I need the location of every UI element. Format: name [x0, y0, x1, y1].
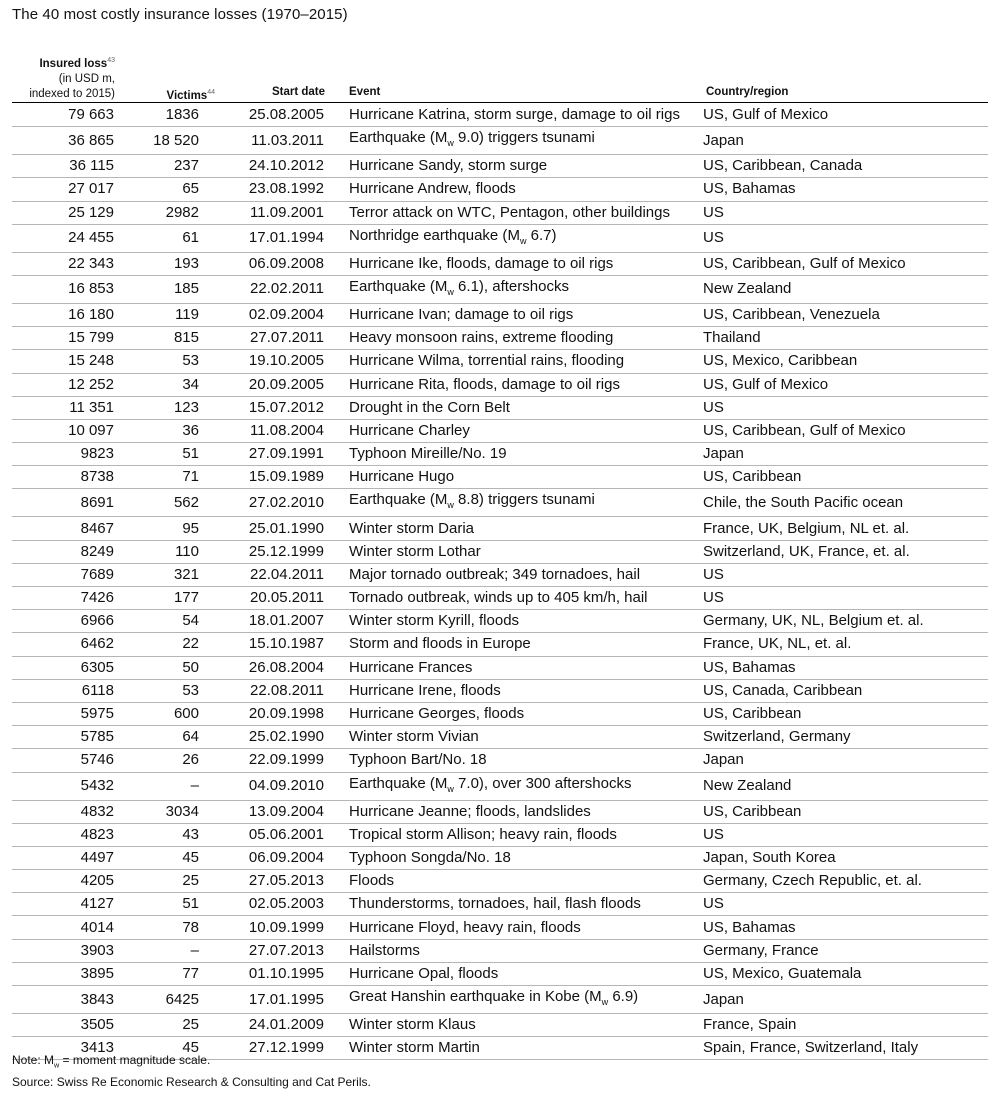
table-row: [12, 916, 988, 939]
start-date-cell: 15.09.1989: [212, 466, 337, 489]
table-row: [12, 350, 988, 373]
event-cell: Hurricane Hugo: [337, 466, 693, 489]
victims-cell: 51: [127, 443, 212, 466]
country-cell: Japan, South Korea: [693, 846, 988, 869]
event-cell: Winter storm Daria: [337, 517, 693, 540]
victims-cell: 562: [127, 489, 212, 517]
insured-loss-cell: 6966: [12, 610, 127, 633]
insured-loss-cell: 25 129: [12, 201, 127, 224]
start-date-cell: 25.12.1999: [212, 540, 337, 563]
start-date-cell: 11.08.2004: [212, 419, 337, 442]
victims-cell: 22: [127, 633, 212, 656]
start-date-cell: 26.08.2004: [212, 656, 337, 679]
table-row: [12, 587, 988, 610]
start-date-cell: 27.09.1991: [212, 443, 337, 466]
event-cell: Winter storm Vivian: [337, 726, 693, 749]
event-cell: Earthquake ($M_w$ 7.0), over 300 aftershocks: [337, 772, 693, 800]
victims-cell: 177: [127, 587, 212, 610]
table-row: [12, 870, 988, 893]
event-cell: Winter storm Kyrill, floods: [337, 610, 693, 633]
country-cell: Germany, France: [693, 939, 988, 962]
event-cell: Hurricane Jeanne; floods, landslides: [337, 800, 693, 823]
insured-loss-cell: 79 663: [12, 104, 127, 127]
start-date-cell: 11.09.2001: [212, 201, 337, 224]
losses-table: [12, 104, 988, 1060]
start-date-cell: 23.08.1992: [212, 178, 337, 201]
insured-loss-cell: 6305: [12, 656, 127, 679]
start-date-cell: 20.09.1998: [212, 702, 337, 725]
country-cell: US, Caribbean: [693, 800, 988, 823]
event-cell: Hurricane Andrew, floods: [337, 178, 693, 201]
insured-loss-cell: 3505: [12, 1014, 127, 1037]
country-cell: France, UK, Belgium, NL et. al.: [693, 517, 988, 540]
country-cell: US, Mexico, Caribbean: [693, 350, 988, 373]
victims-cell: 26: [127, 749, 212, 772]
start-date-cell: 02.05.2003: [212, 893, 337, 916]
victims-cell: 45: [127, 846, 212, 869]
country-cell: Switzerland, UK, France, et. al.: [693, 540, 988, 563]
start-date-cell: 06.09.2004: [212, 846, 337, 869]
insured-loss-cell: 3413: [12, 1037, 127, 1060]
event-cell: Tropical storm Allison; heavy rain, floods: [337, 823, 693, 846]
table-row: [12, 303, 988, 326]
insured-loss-cell: 3895: [12, 962, 127, 985]
event-cell: Hailstorms: [337, 939, 693, 962]
country-cell: Switzerland, Germany: [693, 726, 988, 749]
victims-cell: 54: [127, 610, 212, 633]
insured-loss-cell: 15 248: [12, 350, 127, 373]
table-row: [12, 373, 988, 396]
victims-cell: 1836: [127, 104, 212, 127]
table-row: [12, 893, 988, 916]
table-row: [12, 772, 988, 800]
event-cell: Hurricane Irene, floods: [337, 679, 693, 702]
insured-loss-cell: 8691: [12, 489, 127, 517]
start-date-cell: 11.03.2011: [212, 127, 337, 155]
event-cell: Earthquake ($M_w$ 6.1), aftershocks: [337, 275, 693, 303]
victims-cell: 119: [127, 303, 212, 326]
insured-loss-cell: 7689: [12, 563, 127, 586]
country-cell: US, Gulf of Mexico: [693, 104, 988, 127]
victims-cell: 25: [127, 870, 212, 893]
insured-loss-cell: 22 343: [12, 252, 127, 275]
column-header-event: Event: [349, 86, 381, 98]
victims-cell: 36: [127, 419, 212, 442]
table-row: [12, 939, 988, 962]
start-date-cell: 22.08.2011: [212, 679, 337, 702]
table-row: [12, 800, 988, 823]
insured-loss-cell: 4205: [12, 870, 127, 893]
table-row: [12, 327, 988, 350]
start-date-cell: 27.07.2011: [212, 327, 337, 350]
victims-cell: 193: [127, 252, 212, 275]
country-cell: US, Bahamas: [693, 656, 988, 679]
insured-loss-cell: 8738: [12, 466, 127, 489]
table-row: [12, 702, 988, 725]
start-date-cell: 27.07.2013: [212, 939, 337, 962]
start-date-cell: 17.01.1994: [212, 224, 337, 252]
table-row: [12, 396, 988, 419]
table-row: [12, 275, 988, 303]
event-cell: Earthquake ($M_w$ 8.8) triggers tsunami: [337, 489, 693, 517]
event-cell: Hurricane Sandy, storm surge: [337, 155, 693, 178]
table-row: [12, 749, 988, 772]
start-date-cell: 24.01.2009: [212, 1014, 337, 1037]
victims-cell: 95: [127, 517, 212, 540]
event-cell: Hurricane Ike, floods, damage to oil rigs: [337, 252, 693, 275]
table-row: [12, 517, 988, 540]
start-date-cell: 27.05.2013: [212, 870, 337, 893]
victims-cell: 25: [127, 1014, 212, 1037]
start-date-cell: 27.02.2010: [212, 489, 337, 517]
insured-loss-cell: 4832: [12, 800, 127, 823]
country-cell: Germany, Czech Republic, et. al.: [693, 870, 988, 893]
table-row: [12, 104, 988, 127]
country-cell: US, Caribbean, Canada: [693, 155, 988, 178]
country-cell: US, Caribbean, Gulf of Mexico: [693, 419, 988, 442]
country-cell: Japan: [693, 749, 988, 772]
table-row: [12, 679, 988, 702]
insured-loss-cell: 16 853: [12, 275, 127, 303]
insured-loss-cell: 10 097: [12, 419, 127, 442]
table-row: [12, 563, 988, 586]
country-cell: France, UK, NL, et. al.: [693, 633, 988, 656]
start-date-cell: 05.06.2001: [212, 823, 337, 846]
start-date-cell: 19.10.2005: [212, 350, 337, 373]
start-date-cell: 01.10.1995: [212, 962, 337, 985]
country-cell: US, Caribbean, Venezuela: [693, 303, 988, 326]
insured-loss-cell: 3843: [12, 986, 127, 1014]
event-cell: Heavy monsoon rains, extreme flooding: [337, 327, 693, 350]
event-cell: Hurricane Georges, floods: [337, 702, 693, 725]
country-cell: US, Bahamas: [693, 916, 988, 939]
event-cell: Winter storm Lothar: [337, 540, 693, 563]
country-cell: US, Canada, Caribbean: [693, 679, 988, 702]
table-row: [12, 633, 988, 656]
event-cell: Northridge earthquake ($M_w$ 6.7): [337, 224, 693, 252]
column-header-insured-loss: Insured loss$^{43}$ (in USD m, indexed to 2015): [29, 57, 115, 100]
victims-cell: 64: [127, 726, 212, 749]
country-cell: Spain, France, Switzerland, Italy: [693, 1037, 988, 1060]
start-date-cell: 13.09.2004: [212, 800, 337, 823]
country-cell: US, Gulf of Mexico: [693, 373, 988, 396]
insured-loss-cell: 27 017: [12, 178, 127, 201]
insured-loss-cell: 36 865: [12, 127, 127, 155]
insured-loss-cell: 8249: [12, 540, 127, 563]
country-cell: New Zealand: [693, 275, 988, 303]
table-row: [12, 489, 988, 517]
country-cell: Japan: [693, 986, 988, 1014]
country-cell: US: [693, 563, 988, 586]
country-cell: US, Caribbean, Gulf of Mexico: [693, 252, 988, 275]
event-cell: Major tornado outbreak; 349 tornadoes, hail: [337, 563, 693, 586]
victims-cell: 61: [127, 224, 212, 252]
victims-cell: 51: [127, 893, 212, 916]
victims-cell: 45: [127, 1037, 212, 1060]
event-cell: Hurricane Opal, floods: [337, 962, 693, 985]
event-cell: Hurricane Frances: [337, 656, 693, 679]
victims-cell: 3034: [127, 800, 212, 823]
victims-cell: –: [127, 939, 212, 962]
table-row: [12, 846, 988, 869]
table-row: [12, 986, 988, 1014]
event-cell: Thunderstorms, tornadoes, hail, flash floods: [337, 893, 693, 916]
victims-cell: 600: [127, 702, 212, 725]
country-cell: New Zealand: [693, 772, 988, 800]
table-row: [12, 224, 988, 252]
column-header-country: Country/region: [706, 86, 789, 98]
event-cell: Tornado outbreak, winds up to 405 km/h, hail: [337, 587, 693, 610]
insured-loss-cell: 15 799: [12, 327, 127, 350]
victims-cell: 43: [127, 823, 212, 846]
victims-cell: 53: [127, 350, 212, 373]
table-row: [12, 466, 988, 489]
table-row: [12, 252, 988, 275]
start-date-cell: 06.09.2008: [212, 252, 337, 275]
insured-loss-cell: 4497: [12, 846, 127, 869]
table-row: [12, 656, 988, 679]
start-date-cell: 04.09.2010: [212, 772, 337, 800]
victims-cell: 65: [127, 178, 212, 201]
insured-loss-cell: 6118: [12, 679, 127, 702]
table-row: [12, 540, 988, 563]
insured-loss-cell: 8467: [12, 517, 127, 540]
insured-loss-cell: 6462: [12, 633, 127, 656]
event-cell: Hurricane Ivan; damage to oil rigs: [337, 303, 693, 326]
table-row: [12, 610, 988, 633]
country-cell: US: [693, 893, 988, 916]
column-header-victims: Victims$^{44}$: [166, 89, 215, 102]
start-date-cell: 22.02.2011: [212, 275, 337, 303]
event-cell: Hurricane Floyd, heavy rain, floods: [337, 916, 693, 939]
victims-cell: 18 520: [127, 127, 212, 155]
event-cell: Drought in the Corn Belt: [337, 396, 693, 419]
table-row: [12, 962, 988, 985]
country-cell: Chile, the South Pacific ocean: [693, 489, 988, 517]
country-cell: US: [693, 396, 988, 419]
table-row: [12, 127, 988, 155]
insured-loss-cell: 4823: [12, 823, 127, 846]
event-cell: Hurricane Charley: [337, 419, 693, 442]
victims-cell: 321: [127, 563, 212, 586]
country-cell: Japan: [693, 127, 988, 155]
event-cell: Typhoon Bart/No. 18: [337, 749, 693, 772]
victims-cell: –: [127, 772, 212, 800]
country-cell: US, Bahamas: [693, 178, 988, 201]
insured-loss-cell: 5975: [12, 702, 127, 725]
event-cell: Hurricane Rita, floods, damage to oil rigs: [337, 373, 693, 396]
start-date-cell: 27.12.1999: [212, 1037, 337, 1060]
table-row: [12, 178, 988, 201]
event-cell: Typhoon Mireille/No. 19: [337, 443, 693, 466]
insured-loss-cell: 3903: [12, 939, 127, 962]
start-date-cell: 25.02.1990: [212, 726, 337, 749]
country-cell: Germany, UK, NL, Belgium et. al.: [693, 610, 988, 633]
start-date-cell: 18.01.2007: [212, 610, 337, 633]
victims-cell: 50: [127, 656, 212, 679]
start-date-cell: 25.08.2005: [212, 104, 337, 127]
event-cell: Terror attack on WTC, Pentagon, other buildings: [337, 201, 693, 224]
table-row: [12, 823, 988, 846]
country-cell: US, Caribbean: [693, 466, 988, 489]
event-cell: Storm and floods in Europe: [337, 633, 693, 656]
event-cell: Hurricane Katrina, storm surge, damage to oil rigs: [337, 104, 693, 127]
country-cell: France, Spain: [693, 1014, 988, 1037]
header-rule: [12, 102, 988, 103]
start-date-cell: 10.09.1999: [212, 916, 337, 939]
country-cell: US: [693, 224, 988, 252]
table-row: [12, 1014, 988, 1037]
country-cell: Japan: [693, 443, 988, 466]
victims-cell: 237: [127, 155, 212, 178]
country-cell: US, Caribbean: [693, 702, 988, 725]
victims-cell: 815: [127, 327, 212, 350]
footnote-source: Source: Swiss Re Economic Research & Consulting and Cat Perils.: [12, 1075, 371, 1089]
insured-loss-cell: 16 180: [12, 303, 127, 326]
victims-cell: 34: [127, 373, 212, 396]
insured-loss-cell: 36 115: [12, 155, 127, 178]
event-cell: Hurricane Wilma, torrential rains, flooding: [337, 350, 693, 373]
footnote-magnitude: Note: $M_w$ = moment magnitude scale.: [12, 1053, 211, 1070]
insured-loss-cell: 5746: [12, 749, 127, 772]
event-cell: Great Hanshin earthquake in Kobe ($M_w$ 6.9): [337, 986, 693, 1014]
event-cell: Winter storm Martin: [337, 1037, 693, 1060]
victims-cell: 2982: [127, 201, 212, 224]
victims-cell: 123: [127, 396, 212, 419]
start-date-cell: 17.01.1995: [212, 986, 337, 1014]
table-row: [12, 726, 988, 749]
insured-loss-cell: 4127: [12, 893, 127, 916]
insured-loss-cell: 5785: [12, 726, 127, 749]
event-cell: Floods: [337, 870, 693, 893]
table-row: [12, 443, 988, 466]
start-date-cell: 15.10.1987: [212, 633, 337, 656]
start-date-cell: 20.09.2005: [212, 373, 337, 396]
victims-cell: 53: [127, 679, 212, 702]
event-cell: Winter storm Klaus: [337, 1014, 693, 1037]
victims-cell: 110: [127, 540, 212, 563]
insured-loss-cell: 12 252: [12, 373, 127, 396]
victims-cell: 77: [127, 962, 212, 985]
start-date-cell: 20.05.2011: [212, 587, 337, 610]
victims-cell: 78: [127, 916, 212, 939]
victims-cell: 185: [127, 275, 212, 303]
column-header-start-date: Start date: [271, 86, 325, 98]
insured-loss-cell: 5432: [12, 772, 127, 800]
victims-cell: 6425: [127, 986, 212, 1014]
start-date-cell: 15.07.2012: [212, 396, 337, 419]
country-cell: Thailand: [693, 327, 988, 350]
country-cell: US: [693, 823, 988, 846]
table-row: [12, 419, 988, 442]
country-cell: US: [693, 201, 988, 224]
country-cell: US, Mexico, Guatemala: [693, 962, 988, 985]
insured-loss-cell: 4014: [12, 916, 127, 939]
insured-loss-cell: 9823: [12, 443, 127, 466]
insured-loss-cell: 24 455: [12, 224, 127, 252]
page-title: The 40 most costly insurance losses (1970–2015): [12, 6, 348, 23]
country-cell: US: [693, 587, 988, 610]
insured-loss-cell: 7426: [12, 587, 127, 610]
table-row: [12, 155, 988, 178]
start-date-cell: 22.04.2011: [212, 563, 337, 586]
event-cell: Earthquake ($M_w$ 9.0) triggers tsunami: [337, 127, 693, 155]
start-date-cell: 02.09.2004: [212, 303, 337, 326]
start-date-cell: 22.09.1999: [212, 749, 337, 772]
insured-loss-cell: 11 351: [12, 396, 127, 419]
start-date-cell: 25.01.1990: [212, 517, 337, 540]
table-row: [12, 201, 988, 224]
victims-cell: 71: [127, 466, 212, 489]
start-date-cell: 24.10.2012: [212, 155, 337, 178]
event-cell: Typhoon Songda/No. 18: [337, 846, 693, 869]
